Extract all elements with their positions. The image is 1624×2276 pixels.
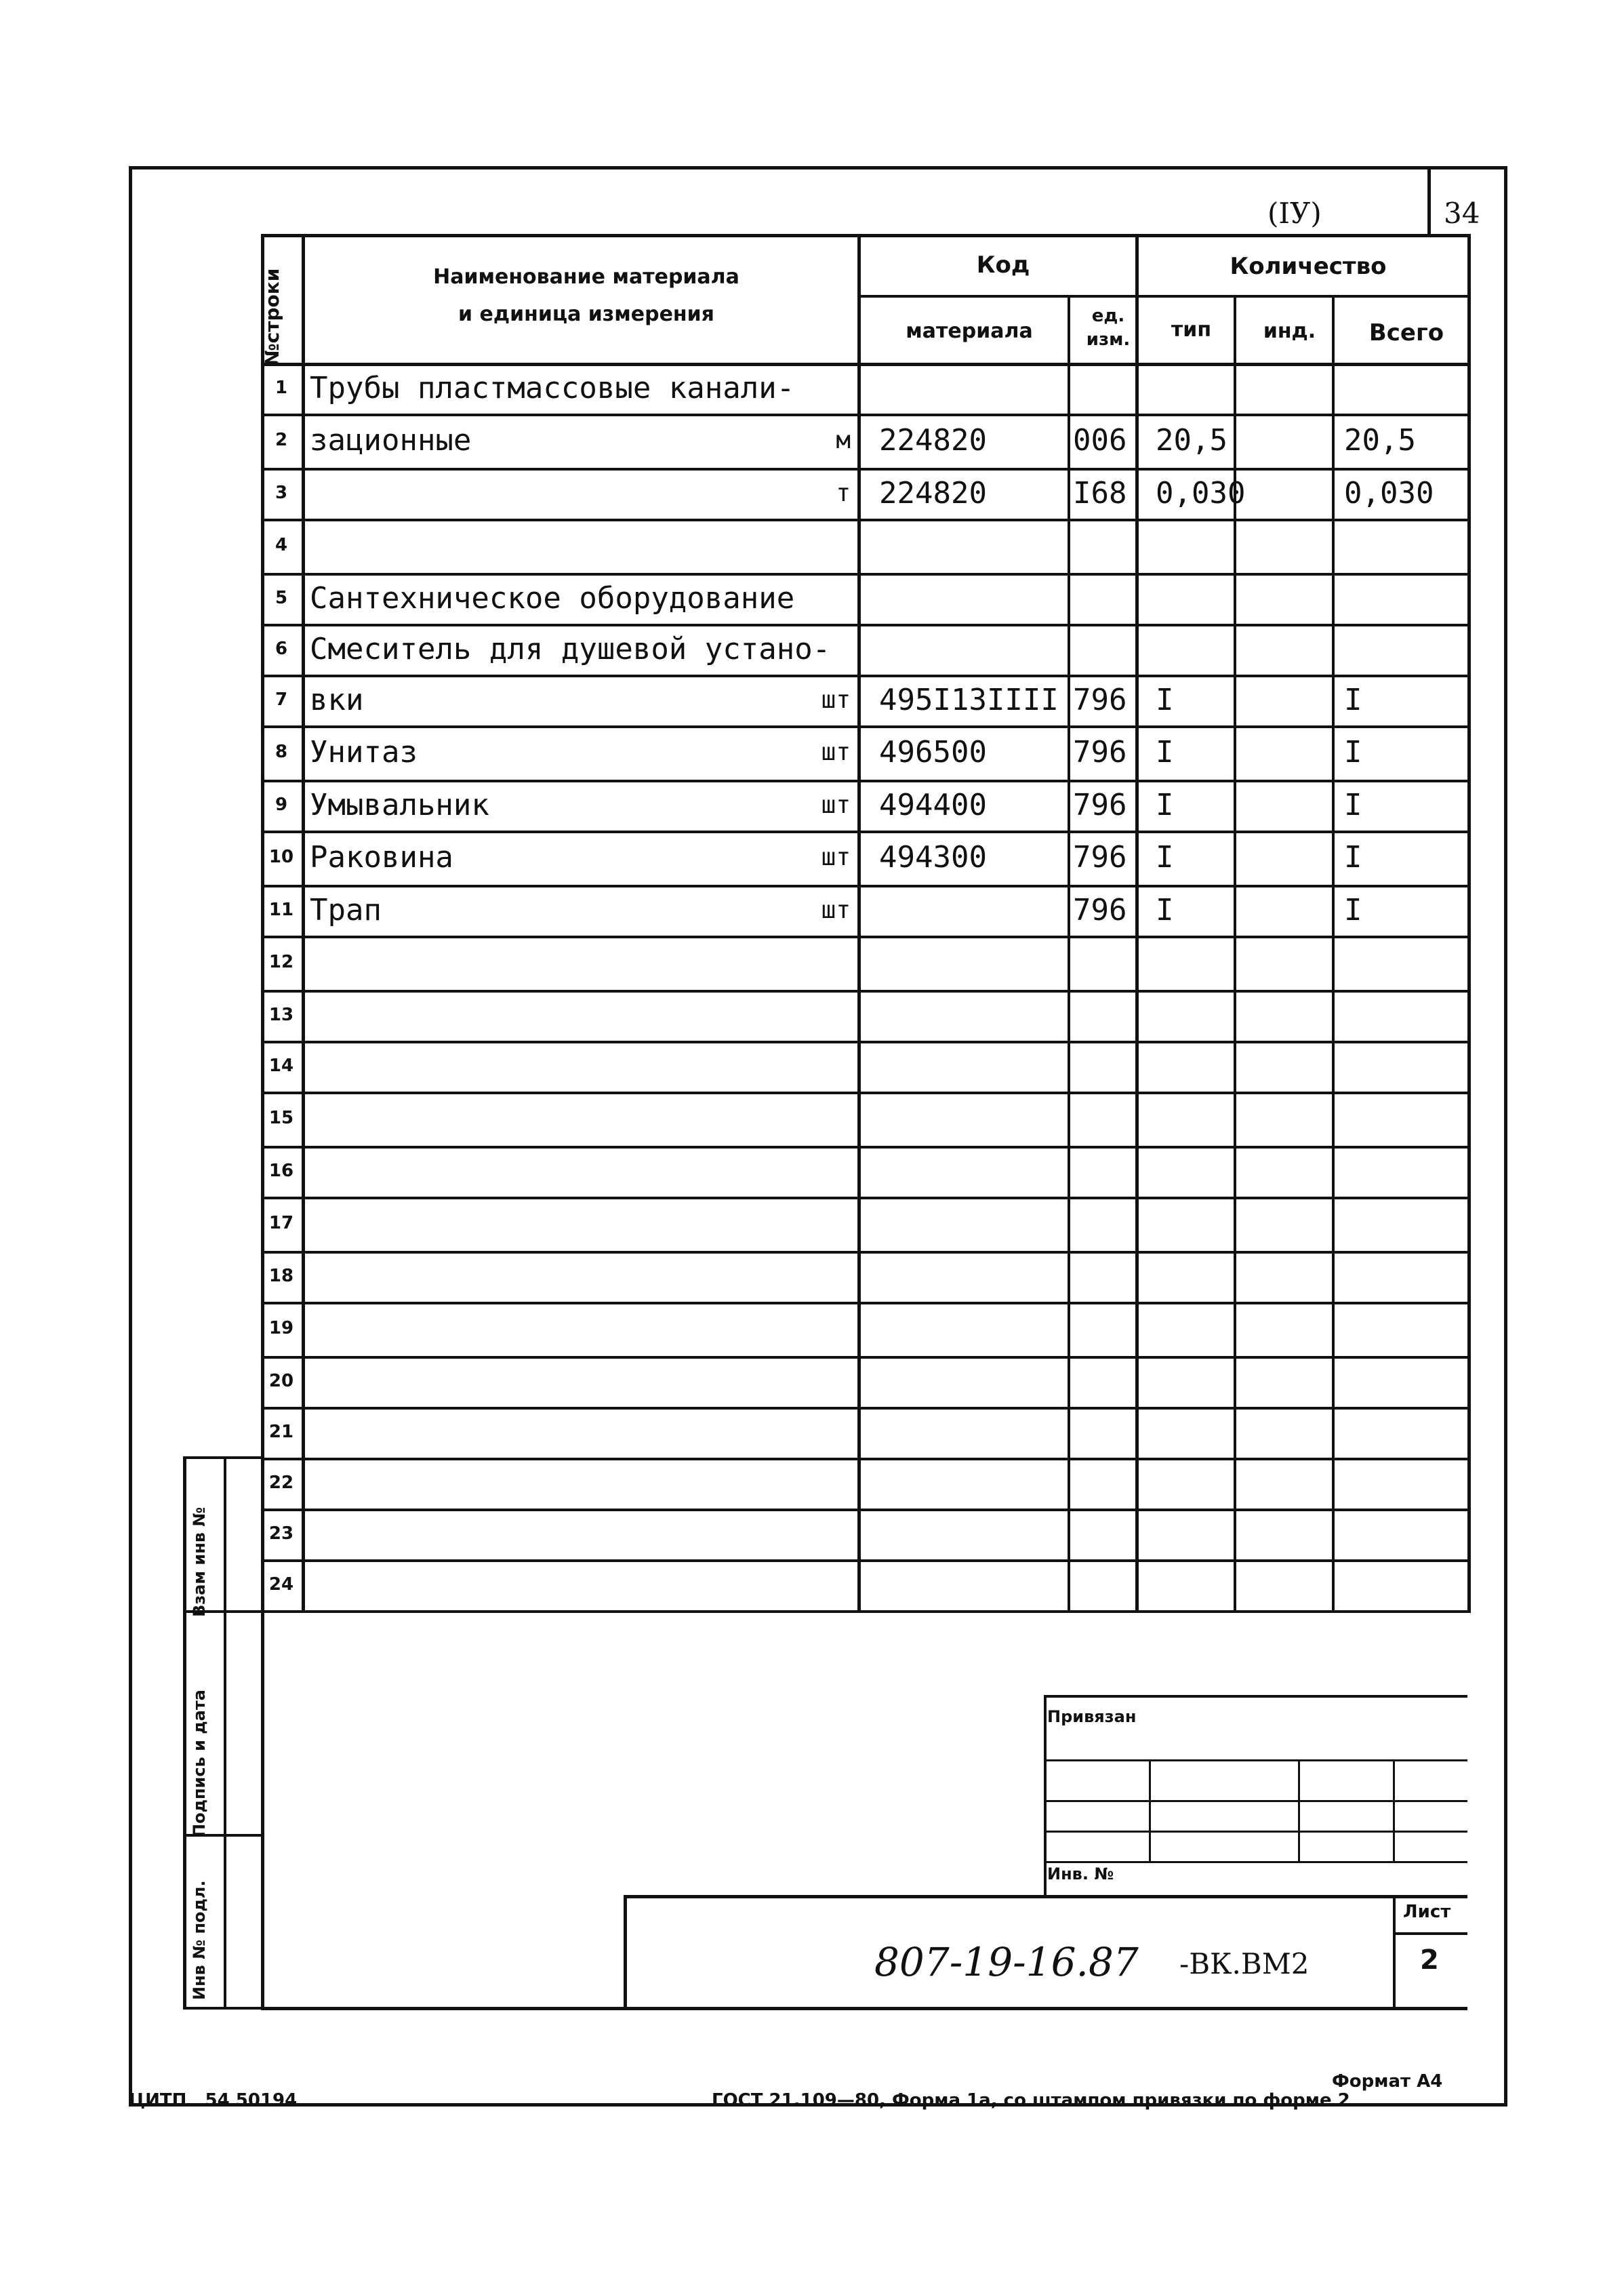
row-number: 24 bbox=[268, 1574, 294, 1595]
quantity-type: 20,5 bbox=[1156, 423, 1227, 458]
col-line-type bbox=[1135, 234, 1139, 1610]
row-number: 14 bbox=[268, 1055, 294, 1076]
row-number: 9 bbox=[275, 794, 288, 815]
row-divider bbox=[261, 725, 1471, 728]
row-divider bbox=[261, 1041, 1471, 1043]
privyazan-row2 bbox=[1044, 1800, 1467, 1802]
material-unit: т bbox=[836, 479, 851, 507]
privyazan-row1 bbox=[1044, 1759, 1467, 1761]
row-number: 23 bbox=[268, 1523, 294, 1544]
material-name: Трубы пластмассовые канали- bbox=[310, 370, 795, 405]
quantity-type: I bbox=[1156, 840, 1174, 875]
privyazan-col1 bbox=[1149, 1759, 1151, 1861]
material-unit: шт bbox=[821, 843, 851, 871]
material-unit: шт bbox=[821, 896, 851, 924]
material-name: зационные bbox=[310, 423, 472, 458]
unit-code: I68 bbox=[1073, 475, 1127, 511]
side-stamp-podpis-label: Подпись и дата bbox=[190, 1690, 209, 1837]
quantity-total: 0,030 bbox=[1344, 475, 1434, 511]
privyazan-label: Привязан bbox=[1047, 1707, 1137, 1726]
footer-standard: ГОСТ 21.109—80, Форма 1а, со штампом привязки по форме 2 bbox=[712, 2090, 1350, 2111]
material-code: 495I13IIII bbox=[879, 682, 1059, 717]
row-number: 22 bbox=[268, 1472, 294, 1493]
privyazan-row4 bbox=[1044, 1861, 1467, 1863]
header-bottom-line bbox=[261, 363, 1471, 366]
code-unit-header-line1: ед. bbox=[1091, 306, 1125, 326]
quantity-total: I bbox=[1344, 787, 1362, 822]
row-number: 7 bbox=[275, 689, 288, 710]
row-number: 5 bbox=[275, 587, 288, 608]
quantity-type: 0,030 bbox=[1156, 475, 1246, 511]
side-stamp-vzam-label: Взам инв № bbox=[190, 1506, 209, 1617]
row-number: 4 bbox=[275, 535, 288, 555]
material-code: 496500 bbox=[879, 735, 987, 770]
format-label: Формат А4 bbox=[1332, 2071, 1443, 2092]
row-divider bbox=[261, 1407, 1471, 1410]
privyazan-left bbox=[1044, 1695, 1047, 1898]
quantity-type: I bbox=[1156, 682, 1174, 717]
row-divider bbox=[261, 780, 1471, 782]
designation-top bbox=[624, 1895, 1467, 1898]
material-name: Трап bbox=[310, 892, 382, 927]
unit-code: 796 bbox=[1073, 840, 1127, 875]
material-name: Унитаз bbox=[310, 735, 418, 770]
row-divider bbox=[261, 1251, 1471, 1254]
quantity-total: I bbox=[1344, 735, 1362, 770]
row-divider bbox=[261, 831, 1471, 833]
row-divider bbox=[261, 1197, 1471, 1199]
quantity-total: I bbox=[1344, 892, 1362, 927]
quantity-type-header: тип bbox=[1171, 318, 1212, 342]
sheet-label: Лист bbox=[1403, 1902, 1451, 1922]
row-number: 2 bbox=[275, 430, 288, 450]
designation-left bbox=[624, 1895, 627, 2010]
row-divider bbox=[261, 468, 1471, 471]
unit-code: 796 bbox=[1073, 892, 1127, 927]
material-code: 224820 bbox=[879, 423, 987, 458]
sheet-col-left bbox=[1393, 1895, 1396, 2010]
row-number-header-label: №строки bbox=[261, 268, 283, 366]
row-number: 16 bbox=[268, 1160, 294, 1181]
row-divider bbox=[261, 624, 1471, 626]
footer-left-code: ЦИТП 54 50194 bbox=[129, 2090, 298, 2111]
document-designation: 807-19-16.87 bbox=[874, 1939, 1139, 1985]
sheet-number: 2 bbox=[1420, 1944, 1439, 1976]
code-material-header: материала bbox=[906, 319, 1033, 343]
row-number: 19 bbox=[268, 1318, 294, 1338]
row-divider bbox=[261, 885, 1471, 887]
code-unit-header-line2: изм. bbox=[1086, 330, 1131, 350]
name-header-line2: и единица измерения bbox=[458, 302, 714, 326]
material-name: вки bbox=[310, 682, 364, 717]
row-divider bbox=[261, 1356, 1471, 1359]
privyazan-col3 bbox=[1393, 1759, 1395, 1861]
quantity-ind-header: инд. bbox=[1263, 319, 1316, 343]
quantity-total: 20,5 bbox=[1344, 423, 1416, 458]
sheet-code: (IУ) bbox=[1267, 197, 1322, 230]
row-divider bbox=[261, 519, 1471, 521]
row-divider bbox=[261, 1302, 1471, 1304]
unit-code: 796 bbox=[1073, 682, 1127, 717]
quantity-header: Количество bbox=[1230, 253, 1387, 280]
row-divider bbox=[261, 990, 1471, 993]
row-divider bbox=[261, 936, 1471, 938]
material-code: 494400 bbox=[879, 787, 987, 822]
quantity-total: I bbox=[1344, 840, 1362, 875]
row-divider bbox=[261, 1092, 1471, 1094]
row-divider bbox=[261, 1509, 1471, 1511]
row-number: 13 bbox=[268, 1004, 294, 1025]
unit-code: 796 bbox=[1073, 735, 1127, 770]
row-divider bbox=[261, 573, 1471, 576]
row-divider bbox=[261, 1610, 1471, 1613]
row-number: 20 bbox=[268, 1370, 294, 1391]
material-unit: шт bbox=[821, 738, 851, 766]
material-unit: м bbox=[836, 426, 851, 454]
col-line-total bbox=[1332, 295, 1335, 1610]
unit-code: 006 bbox=[1073, 423, 1127, 458]
col-line-ucode bbox=[1068, 295, 1070, 1610]
row-divider bbox=[261, 1458, 1471, 1460]
material-unit: шт bbox=[821, 685, 851, 714]
privyazan-col2 bbox=[1298, 1759, 1300, 1861]
code-header: Код bbox=[976, 252, 1030, 279]
quantity-total-header: Всего bbox=[1368, 319, 1444, 346]
row-number: 6 bbox=[275, 638, 288, 659]
row-number: 10 bbox=[268, 847, 294, 867]
side-stamp-inv-label: Инв № подл. bbox=[190, 1880, 209, 2000]
header-mid-line bbox=[857, 295, 1467, 298]
row-number: 17 bbox=[268, 1213, 294, 1233]
bottom-border bbox=[261, 2007, 1467, 2010]
document-designation-suffix: -ВК.ВМ2 bbox=[1179, 1947, 1310, 1980]
col-line-name bbox=[302, 234, 305, 1610]
page-number: 34 bbox=[1444, 197, 1480, 230]
name-header-line1: Наименование материала bbox=[433, 265, 739, 289]
quantity-type: I bbox=[1156, 735, 1174, 770]
col-line-right bbox=[1467, 234, 1471, 1610]
row-number: 1 bbox=[275, 377, 288, 398]
privyazan-row3 bbox=[1044, 1831, 1467, 1833]
material-name: Сантехническое оборудование bbox=[310, 580, 795, 616]
table-top-border bbox=[261, 234, 1471, 237]
row-number: 15 bbox=[268, 1108, 294, 1128]
row-number: 3 bbox=[275, 482, 288, 503]
row-number: 8 bbox=[275, 742, 288, 762]
material-name: Раковина bbox=[310, 840, 453, 875]
quantity-type: I bbox=[1156, 892, 1174, 927]
row-number: 12 bbox=[268, 952, 294, 972]
material-unit: шт bbox=[821, 791, 851, 819]
unit-code: 796 bbox=[1073, 787, 1127, 822]
row-number: 21 bbox=[268, 1421, 294, 1442]
privyazan-top bbox=[1044, 1695, 1467, 1698]
page-number-box-divider bbox=[1427, 166, 1431, 234]
row-number: 11 bbox=[268, 899, 294, 920]
row-divider bbox=[261, 675, 1471, 677]
quantity-type: I bbox=[1156, 787, 1174, 822]
material-name: Смеситель для душевой устано- bbox=[310, 631, 831, 666]
col-line-code bbox=[857, 234, 861, 1610]
quantity-total: I bbox=[1344, 682, 1362, 717]
sheet-label-line bbox=[1393, 1932, 1467, 1935]
row-divider bbox=[261, 414, 1471, 416]
inv-no-label: Инв. № bbox=[1047, 1864, 1114, 1883]
row-divider bbox=[261, 1559, 1471, 1562]
material-code: 494300 bbox=[879, 840, 987, 875]
row-divider bbox=[261, 1146, 1471, 1149]
material-code: 224820 bbox=[879, 475, 987, 511]
row-number: 18 bbox=[268, 1265, 294, 1286]
material-name: Умывальник bbox=[310, 787, 489, 822]
